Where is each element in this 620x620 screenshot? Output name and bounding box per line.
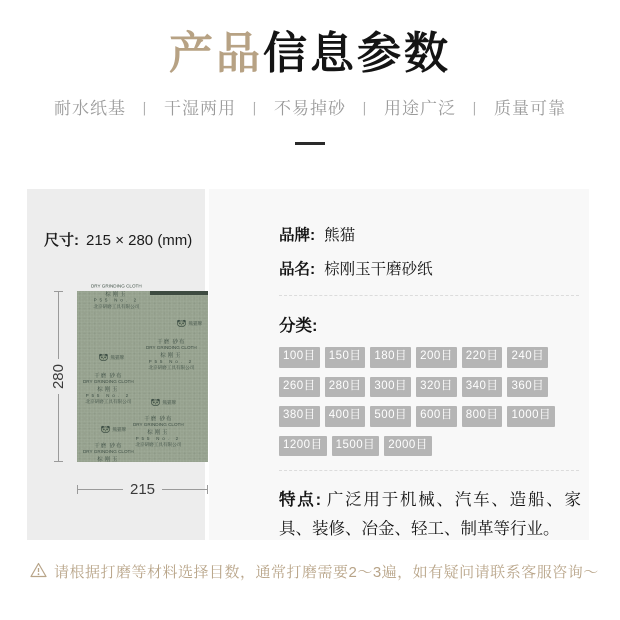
footer-note-text: 请根据打磨等材料选择目数，通常打磨需要2～3遍，如有疑问请联系客服咨询～ <box>54 564 599 581</box>
tagline-feature: 耐水纸基 <box>53 99 126 118</box>
grit-badge: 300目 <box>370 377 411 398</box>
dim-line <box>58 394 59 461</box>
dashed-divider <box>279 470 579 471</box>
page-title <box>0 26 620 81</box>
stamp-text-line: 棕刚玉 <box>97 458 120 464</box>
product-name-label: 品名: <box>279 261 316 278</box>
height-dimension <box>50 291 66 462</box>
dim-height-label: 280 <box>49 363 67 390</box>
grit-badge: 800目 <box>462 406 503 427</box>
print-stamp <box>80 349 143 367</box>
print-stamp <box>82 421 145 439</box>
stamp-brand-mark: 熊猫牌 <box>110 355 124 361</box>
stamp-text-line: DRY GRINDING CLOTH <box>132 422 184 428</box>
size-value: 215 × 280 (mm) <box>86 232 193 249</box>
stamp-text-line: 干磨 砂布 <box>94 444 123 450</box>
brand-row <box>279 223 579 245</box>
sheet-back-edge <box>150 291 208 295</box>
spec-content <box>209 189 589 544</box>
grit-badge: 1000目 <box>507 406 555 427</box>
tagline-separator: 丨 <box>467 101 484 118</box>
stamp-text-line: P55 No. 2 <box>93 297 139 304</box>
stamp-text-line: P55 No. 2 <box>135 436 181 442</box>
stamp-text-line: 干磨 砂布 <box>143 416 173 423</box>
stamp-brand-mark: 熊猫牌 <box>162 399 177 406</box>
print-stamp <box>140 337 203 371</box>
panda-logo-icon <box>101 421 111 438</box>
grit-badge: 600目 <box>416 406 457 427</box>
stamp-brand-mark: 熊猫牌 <box>112 426 127 433</box>
grit-badge: 380目 <box>279 406 320 427</box>
stamp-text-line: DRY GRINDING CLOTH <box>145 345 197 351</box>
grit-badge: 320目 <box>416 377 457 398</box>
grit-badge: 200目 <box>416 347 457 368</box>
stamp-brand-mark: 熊猫牌 <box>188 320 203 327</box>
print-stamp <box>77 441 140 463</box>
stamp-text-line: 干磨 砂布 <box>157 339 186 346</box>
sandpaper-photo <box>77 284 208 464</box>
stamp-text-line: DRY GRINDING CLOTH <box>90 284 142 290</box>
grit-badge: 100目 <box>279 347 320 368</box>
panda-logo-icon <box>177 315 187 332</box>
feature-label: 特点: <box>279 491 322 509</box>
feature-tagline <box>0 94 620 119</box>
print-stamp <box>77 371 140 405</box>
dashed-divider <box>279 295 579 296</box>
dim-line <box>58 292 59 359</box>
grit-badge: 340目 <box>462 377 503 398</box>
stamp-text-line: 北京研磨工具有限公司 <box>93 304 140 310</box>
page-title-accent: 产品 <box>169 29 263 78</box>
stamp-text-line: 棕刚玉 <box>160 353 183 360</box>
grit-badge: 2000目 <box>384 436 432 457</box>
feature-text: 广泛用于机械、汽车、造船、家具、装修、冶金、轻工、制革等行业。 <box>279 491 581 538</box>
tagline-separator: 丨 <box>246 101 263 118</box>
tagline-separator: 丨 <box>357 101 374 118</box>
footer-note <box>30 561 599 582</box>
product-name-row <box>279 257 579 279</box>
tagline-feature: 不易掉砂 <box>274 99 346 118</box>
width-dimension <box>77 481 208 497</box>
warning-triangle-icon <box>30 562 47 578</box>
page-title-rest: 信息参数 <box>263 29 451 78</box>
stamp-text-line: 棕刚玉 <box>97 387 120 394</box>
grit-badge: 400目 <box>325 406 366 427</box>
stamp-text-line: 北京研磨工具有限公司 <box>148 365 195 372</box>
grit-size-grid <box>279 347 587 465</box>
stamp-text-line: P55 No. 2 <box>148 359 194 365</box>
category-label: 分类: <box>279 317 318 335</box>
stamp-text-line: 棕刚玉 <box>105 292 128 298</box>
grit-badge: 180目 <box>370 347 411 368</box>
tagline-separator: 丨 <box>136 101 153 118</box>
dim-line <box>78 489 123 490</box>
panda-logo-icon <box>150 394 160 411</box>
product-name-value: 棕刚玉干磨砂纸 <box>324 261 433 278</box>
left-info-panel <box>27 189 205 540</box>
grit-badge: 150目 <box>325 347 366 368</box>
stamp-text-line: DRY GRINDING CLOTH <box>82 449 134 456</box>
right-info-panel <box>209 189 589 540</box>
tagline-feature: 质量可靠 <box>494 99 567 118</box>
stamp-text-line: 棕刚玉 <box>147 430 170 437</box>
title-underline <box>295 142 325 145</box>
print-stamp <box>85 284 148 310</box>
dim-tick <box>207 485 208 494</box>
grit-badge: 260目 <box>279 377 320 398</box>
header <box>0 0 620 145</box>
stamp-text-line: 北京研磨工具有限公司 <box>135 442 182 449</box>
grit-badge: 1500目 <box>332 436 380 457</box>
dim-line <box>162 489 207 490</box>
grit-badge: 240目 <box>507 347 548 368</box>
grit-badge: 1200目 <box>279 436 327 457</box>
stamp-text-line: 北京研磨工具有限公司 <box>85 399 132 406</box>
dim-tick <box>54 461 63 462</box>
grit-badge: 500目 <box>370 406 411 427</box>
tagline-feature: 用途广泛 <box>384 99 457 118</box>
tagline-feature: 干湿两用 <box>163 99 236 118</box>
stamp-text-line: P55 No. 2 <box>85 393 131 399</box>
print-stamp <box>132 394 195 412</box>
brand-label: 品牌: <box>279 227 316 244</box>
product-figure <box>27 189 205 540</box>
stamp-text-line: DRY GRINDING CLOTH <box>82 379 134 386</box>
brand-value: 熊猫 <box>324 227 356 244</box>
size-label: 尺寸: <box>44 232 79 249</box>
grit-badge: 360目 <box>507 377 548 398</box>
stamp-text-line: 干磨 砂布 <box>94 374 123 380</box>
dim-width-label: 215 <box>129 480 156 498</box>
grit-badge: 220目 <box>462 347 503 368</box>
panda-logo-icon <box>98 349 108 366</box>
feature-paragraph <box>279 486 581 544</box>
grit-badge: 280目 <box>325 377 366 398</box>
